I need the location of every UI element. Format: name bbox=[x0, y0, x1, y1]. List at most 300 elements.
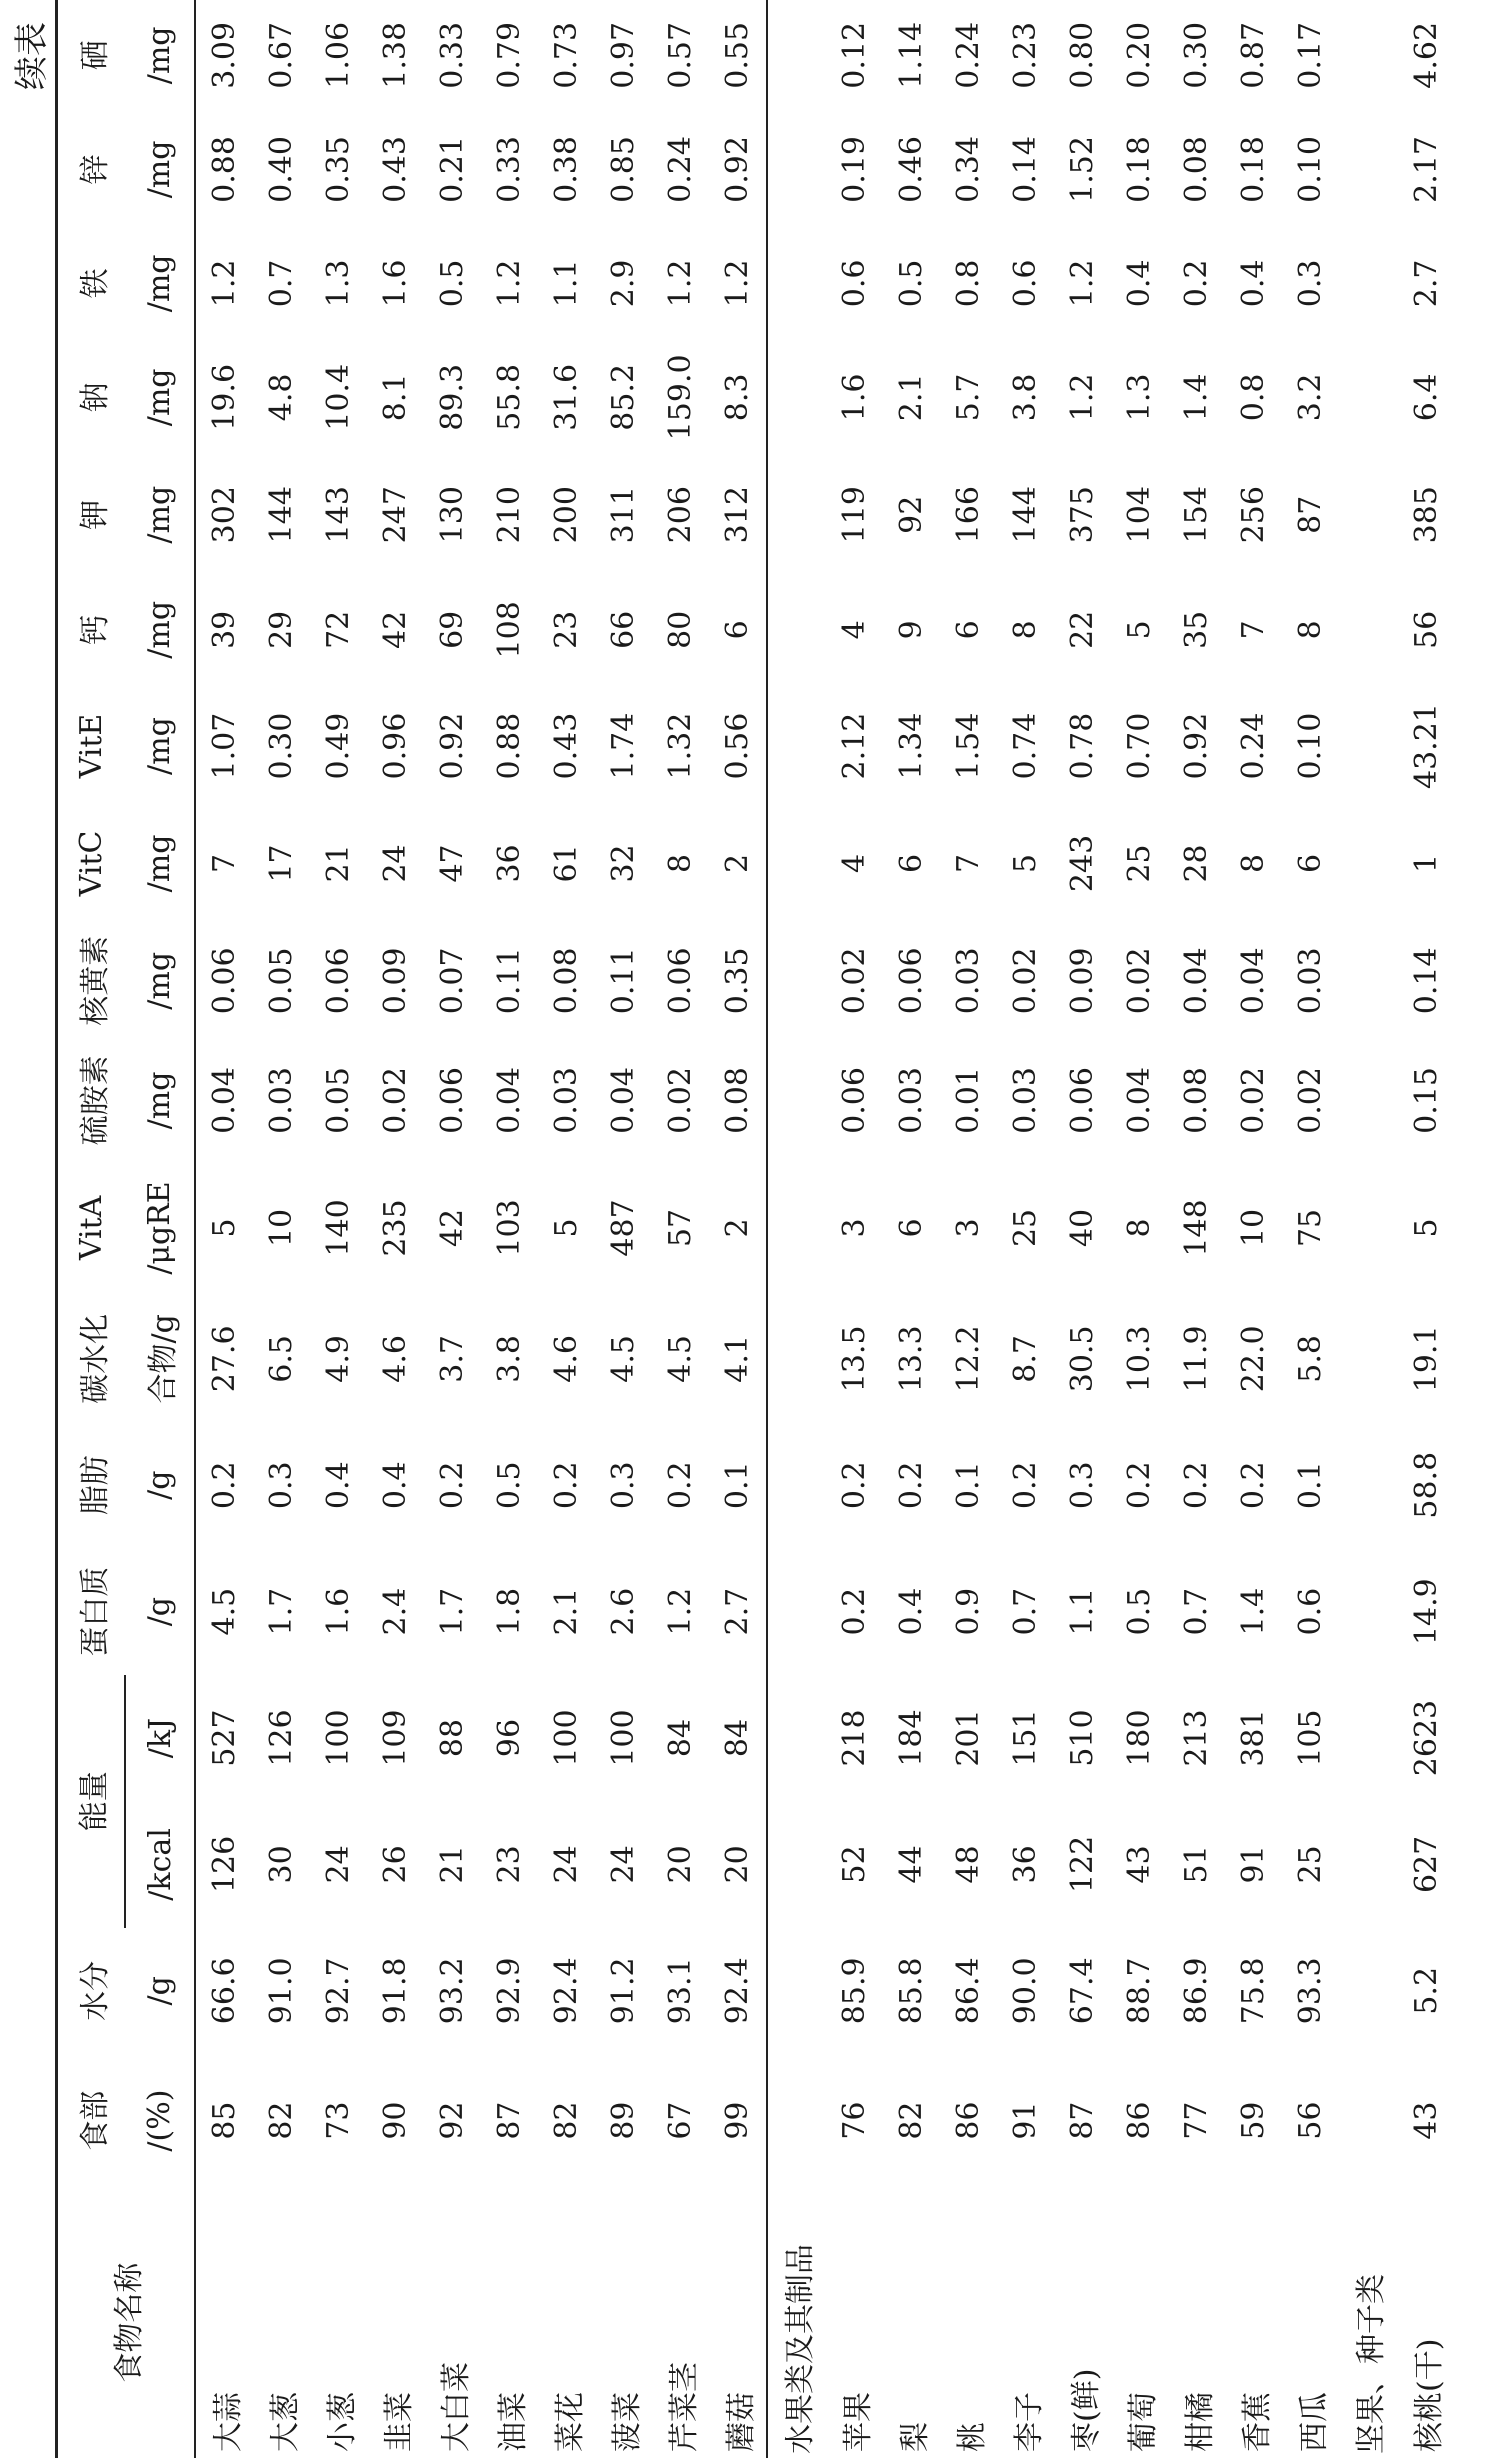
value-cell: 0.4 bbox=[1122, 259, 1157, 308]
value-cell: 86 bbox=[951, 2101, 986, 2140]
value-cell: 0.06 bbox=[435, 1067, 470, 1134]
header-sodium: 钠 bbox=[77, 382, 113, 413]
value-cell: 0.3 bbox=[1065, 1461, 1100, 1510]
value-cell: 0.2 bbox=[894, 1461, 929, 1510]
food-name-cell: 菜花 bbox=[552, 2392, 588, 2452]
value-cell: 1.3 bbox=[1122, 373, 1157, 422]
value-cell: 0.8 bbox=[951, 259, 986, 308]
value-cell: 1.1 bbox=[1065, 1587, 1100, 1636]
value-cell: 43 bbox=[1122, 1845, 1157, 1884]
value-cell: 0.79 bbox=[492, 21, 527, 89]
value-cell: 86 bbox=[1122, 2101, 1157, 2140]
value-cell: 0.6 bbox=[837, 259, 872, 308]
value-cell: 21 bbox=[435, 1845, 470, 1884]
value-cell: 0.92 bbox=[435, 712, 470, 780]
value-cell: 30 bbox=[264, 1845, 299, 1884]
unit-selenium: /mg bbox=[142, 26, 177, 85]
value-cell: 5 bbox=[1122, 620, 1157, 640]
value-cell: 8.1 bbox=[378, 373, 413, 422]
value-cell: 67 bbox=[663, 2101, 698, 2140]
value-cell: 43.21 bbox=[1408, 703, 1444, 790]
value-cell: 92.7 bbox=[321, 1957, 356, 2025]
value-cell: 5.2 bbox=[1408, 1966, 1444, 2015]
group-row bbox=[1339, 0, 1397, 2458]
value-cell: 487 bbox=[606, 1199, 641, 1257]
value-cell: 0.30 bbox=[264, 712, 299, 780]
value-cell: 1.74 bbox=[606, 712, 641, 780]
food-name-cell: 小葱 bbox=[324, 2392, 360, 2452]
value-cell: 0.96 bbox=[378, 712, 413, 780]
value-cell: 4.6 bbox=[549, 1335, 584, 1383]
value-cell: 0.11 bbox=[606, 947, 641, 1015]
value-cell: 1.06 bbox=[321, 21, 356, 89]
value-cell: 87 bbox=[492, 2101, 527, 2140]
value-cell: 0.78 bbox=[1065, 712, 1100, 780]
unit-zinc: /mg bbox=[142, 140, 177, 199]
value-cell: 144 bbox=[1008, 486, 1043, 544]
value-cell: 0.1 bbox=[951, 1461, 986, 1510]
value-cell: 627 bbox=[1408, 1835, 1444, 1894]
value-cell: 1.1 bbox=[549, 259, 584, 308]
value-cell: 0.3 bbox=[264, 1461, 299, 1510]
value-cell: 8 bbox=[1293, 620, 1328, 640]
value-cell: 385 bbox=[1408, 486, 1444, 544]
value-cell: 108 bbox=[492, 601, 527, 659]
value-cell: 91.8 bbox=[378, 1957, 413, 2025]
value-cell: 247 bbox=[378, 486, 413, 544]
value-cell: 0.55 bbox=[720, 21, 755, 89]
value-cell: 57 bbox=[663, 1208, 698, 1248]
value-cell: 48 bbox=[951, 1845, 986, 1884]
value-cell: 56 bbox=[1408, 610, 1444, 649]
value-cell: 3.8 bbox=[1008, 373, 1043, 422]
food-name-cell: 蘑菇 bbox=[723, 2392, 759, 2452]
value-cell: 0.12 bbox=[837, 21, 872, 89]
value-cell: 4.8 bbox=[264, 373, 299, 422]
value-cell: 82 bbox=[894, 2101, 929, 2140]
value-cell: 58.8 bbox=[1408, 1451, 1444, 1519]
value-cell: 1.4 bbox=[1179, 373, 1214, 422]
unit-protein: /g bbox=[142, 1596, 177, 1627]
value-cell: 24 bbox=[378, 844, 413, 883]
value-cell: 85 bbox=[207, 2101, 242, 2140]
value-cell: 2 bbox=[720, 1218, 755, 1238]
table-row bbox=[310, 0, 367, 2458]
value-cell: 1.4 bbox=[1236, 1587, 1271, 1636]
table-row bbox=[1054, 0, 1111, 2458]
food-name-cell: 苹果 bbox=[840, 2392, 876, 2452]
value-cell: 0.7 bbox=[1179, 1587, 1214, 1636]
value-cell: 0.10 bbox=[1293, 712, 1328, 780]
value-cell: 0.7 bbox=[264, 259, 299, 308]
value-cell: 5 bbox=[549, 1218, 584, 1238]
value-cell: 0.34 bbox=[951, 136, 986, 203]
value-cell: 0.03 bbox=[1008, 1067, 1043, 1134]
value-cell: 69 bbox=[435, 610, 470, 649]
table-row bbox=[253, 0, 310, 2458]
value-cell: 0.05 bbox=[321, 1067, 356, 1134]
value-cell: 0.33 bbox=[435, 21, 470, 89]
unit-carb: 合物/g bbox=[145, 1314, 181, 1404]
header-fat: 脂肪 bbox=[77, 1455, 113, 1516]
value-cell: 10 bbox=[264, 1208, 299, 1248]
value-cell: 0.03 bbox=[894, 1067, 929, 1134]
value-cell: 80 bbox=[663, 610, 698, 649]
value-cell: 166 bbox=[951, 486, 986, 544]
value-cell: 8 bbox=[1008, 620, 1043, 640]
value-cell: 0.2 bbox=[1179, 1461, 1214, 1510]
value-cell: 0.43 bbox=[549, 712, 584, 780]
header-iron: 铁 bbox=[77, 268, 113, 299]
value-cell: 91.2 bbox=[606, 1957, 641, 2025]
value-cell: 2.6 bbox=[606, 1587, 641, 1636]
value-cell: 12.2 bbox=[951, 1325, 986, 1393]
header-food-name: 食物名称 bbox=[112, 2262, 147, 2383]
value-cell: 2.7 bbox=[720, 1587, 755, 1636]
value-cell: 0.06 bbox=[207, 947, 242, 1015]
value-cell: 0.04 bbox=[606, 1067, 641, 1134]
value-cell: 143 bbox=[321, 486, 356, 544]
value-cell: 4.9 bbox=[321, 1335, 356, 1383]
value-cell: 28 bbox=[1179, 844, 1214, 883]
value-cell: 0.97 bbox=[606, 21, 641, 89]
value-cell: 6.4 bbox=[1408, 373, 1444, 422]
unit-fat: /g bbox=[142, 1470, 177, 1500]
value-cell: 92.4 bbox=[549, 1957, 584, 2025]
food-name-cell: 梨 bbox=[897, 2422, 933, 2452]
value-cell: 51 bbox=[1179, 1845, 1214, 1884]
value-cell: 0.49 bbox=[321, 712, 356, 780]
value-cell: 3 bbox=[837, 1218, 872, 1238]
food-name-cell: 柑橘 bbox=[1182, 2392, 1218, 2452]
value-cell: 24 bbox=[549, 1845, 584, 1884]
value-cell: 1.34 bbox=[894, 712, 929, 780]
value-cell: 72 bbox=[321, 610, 356, 649]
value-cell: 122 bbox=[1065, 1835, 1100, 1894]
value-cell: 0.2 bbox=[435, 1461, 470, 1510]
value-cell: 3.09 bbox=[207, 21, 242, 89]
value-cell: 66.6 bbox=[207, 1957, 242, 2025]
header-vite: VitE bbox=[74, 713, 109, 779]
value-cell: 91 bbox=[1008, 2101, 1043, 2140]
value-cell: 11.9 bbox=[1179, 1325, 1214, 1393]
value-cell: 0.02 bbox=[378, 1067, 413, 1134]
food-name-cell: 香蕉 bbox=[1239, 2392, 1275, 2452]
header-riboflavin: 核黄素 bbox=[77, 935, 113, 1026]
value-cell: 42 bbox=[378, 610, 413, 649]
value-cell: 0.40 bbox=[264, 136, 299, 203]
header-edible: 食部 bbox=[77, 2090, 113, 2151]
value-cell: 0.5 bbox=[435, 259, 470, 308]
value-cell: 32 bbox=[606, 844, 641, 883]
value-cell: 59 bbox=[1236, 2101, 1271, 2140]
value-cell: 0.46 bbox=[894, 136, 929, 203]
value-cell: 30.5 bbox=[1065, 1325, 1100, 1393]
value-cell: 36 bbox=[1008, 1845, 1043, 1884]
value-cell: 3.7 bbox=[435, 1335, 470, 1383]
value-cell: 154 bbox=[1179, 486, 1214, 544]
value-cell: 66 bbox=[606, 610, 641, 649]
value-cell: 0.23 bbox=[1008, 21, 1043, 89]
value-cell: 4.6 bbox=[378, 1335, 413, 1383]
value-cell: 2.4 bbox=[378, 1587, 413, 1636]
value-cell: 0.2 bbox=[549, 1461, 584, 1510]
value-cell: 25 bbox=[1008, 1208, 1043, 1248]
value-cell: 91.0 bbox=[264, 1957, 299, 2025]
value-cell: 3.2 bbox=[1293, 373, 1328, 422]
value-cell: 89.3 bbox=[435, 363, 470, 431]
table-row bbox=[538, 0, 595, 2458]
table-row bbox=[997, 0, 1054, 2458]
value-cell: 90 bbox=[378, 2101, 413, 2140]
header-carb: 碳水化 bbox=[77, 1313, 113, 1404]
value-cell: 140 bbox=[321, 1199, 356, 1257]
value-cell: 92.9 bbox=[492, 1957, 527, 2025]
value-cell: 0.6 bbox=[1008, 259, 1043, 308]
value-cell: 0.09 bbox=[1065, 947, 1100, 1015]
unit-calcium: /mg bbox=[142, 600, 177, 659]
value-cell: 0.17 bbox=[1293, 21, 1328, 89]
value-cell: 88.7 bbox=[1122, 1957, 1157, 2025]
food-name-cell: 大蒜 bbox=[210, 2392, 246, 2452]
table-row bbox=[1225, 0, 1282, 2458]
value-cell: 0.20 bbox=[1122, 21, 1157, 89]
table-row bbox=[424, 0, 481, 2458]
value-cell: 0.5 bbox=[492, 1461, 527, 1510]
value-cell: 0.35 bbox=[321, 136, 356, 203]
value-cell: 210 bbox=[492, 486, 527, 544]
value-cell: 90.0 bbox=[1008, 1957, 1043, 2025]
value-cell: 6 bbox=[951, 620, 986, 640]
value-cell: 148 bbox=[1179, 1199, 1214, 1257]
value-cell: 100 bbox=[321, 1709, 356, 1767]
value-cell: 0.06 bbox=[837, 1067, 872, 1134]
value-cell: 67.4 bbox=[1065, 1957, 1100, 2025]
value-cell: 0.03 bbox=[951, 947, 986, 1015]
value-cell: 0.35 bbox=[720, 947, 755, 1015]
value-cell: 20 bbox=[663, 1845, 698, 1884]
group-label: 坚果、种子类 bbox=[1354, 2274, 1389, 2454]
unit-thiamine: /mg bbox=[142, 1071, 177, 1130]
value-cell: 159.0 bbox=[663, 354, 698, 441]
value-cell: 19.1 bbox=[1408, 1325, 1444, 1393]
value-cell: 0.70 bbox=[1122, 712, 1157, 780]
value-cell: 6 bbox=[894, 1218, 929, 1238]
value-cell: 0.06 bbox=[1065, 1067, 1100, 1134]
group-row bbox=[767, 0, 826, 2458]
value-cell: 2623 bbox=[1408, 1699, 1444, 1777]
food-name-cell: 葡萄 bbox=[1125, 2392, 1161, 2452]
unit-vite: /mg bbox=[142, 717, 177, 775]
value-cell: 85.8 bbox=[894, 1957, 929, 2025]
value-cell: 0.87 bbox=[1236, 21, 1271, 89]
nutrition-table bbox=[55, 0, 1455, 2458]
value-cell: 86.4 bbox=[951, 1957, 986, 2025]
value-cell: 85.2 bbox=[606, 363, 641, 431]
value-cell: 119 bbox=[837, 486, 872, 544]
value-cell: 527 bbox=[207, 1709, 242, 1767]
value-cell: 9 bbox=[894, 620, 929, 640]
value-cell: 1.2 bbox=[663, 1587, 698, 1636]
table-header bbox=[57, 0, 196, 2458]
value-cell: 91 bbox=[1236, 1845, 1271, 1884]
value-cell: 8.3 bbox=[720, 373, 755, 422]
value-cell: 0.4 bbox=[1236, 259, 1271, 308]
value-cell: 10.4 bbox=[321, 363, 356, 431]
value-cell: 0.24 bbox=[663, 136, 698, 203]
value-cell: 82 bbox=[264, 2101, 299, 2140]
value-cell: 0.2 bbox=[663, 1461, 698, 1510]
unit-kcal: /kcal bbox=[142, 1828, 178, 1901]
value-cell: 2 bbox=[720, 853, 755, 873]
value-cell: 0.03 bbox=[264, 1067, 299, 1134]
value-cell: 0.1 bbox=[1293, 1461, 1328, 1510]
value-cell: 26 bbox=[378, 1845, 413, 1884]
value-cell: 1.3 bbox=[321, 259, 356, 308]
value-cell: 4.5 bbox=[606, 1335, 641, 1383]
value-cell: 13.5 bbox=[837, 1325, 872, 1393]
value-cell: 92 bbox=[435, 2101, 470, 2140]
value-cell: 4 bbox=[837, 853, 872, 873]
value-cell: 109 bbox=[378, 1709, 413, 1767]
value-cell: 0.08 bbox=[720, 1067, 755, 1134]
value-cell: 1.2 bbox=[1065, 259, 1100, 308]
value-cell: 0.04 bbox=[207, 1067, 242, 1134]
value-cell: 0.09 bbox=[378, 947, 413, 1015]
value-cell: 0.1 bbox=[720, 1461, 755, 1510]
value-cell: 105 bbox=[1293, 1709, 1328, 1767]
value-cell: 20 bbox=[720, 1845, 755, 1884]
food-name-cell: 油菜 bbox=[495, 2392, 531, 2452]
value-cell: 6.5 bbox=[264, 1335, 299, 1383]
value-cell: 84 bbox=[663, 1718, 698, 1758]
value-cell: 184 bbox=[894, 1709, 929, 1767]
value-cell: 243 bbox=[1065, 834, 1100, 893]
value-cell: 44 bbox=[894, 1845, 929, 1884]
value-cell: 0.85 bbox=[606, 136, 641, 203]
value-cell: 0.3 bbox=[606, 1461, 641, 1510]
value-cell: 0.07 bbox=[435, 947, 470, 1015]
value-cell: 0.4 bbox=[321, 1461, 356, 1510]
value-cell: 0.67 bbox=[264, 21, 299, 89]
value-cell: 99 bbox=[720, 2101, 755, 2140]
value-cell: 100 bbox=[549, 1709, 584, 1767]
food-name-cell: 大白菜 bbox=[438, 2362, 474, 2452]
value-cell: 0.2 bbox=[1008, 1461, 1043, 1510]
value-cell: 8 bbox=[1236, 853, 1271, 873]
value-cell: 130 bbox=[435, 486, 470, 544]
value-cell: 1.6 bbox=[837, 373, 872, 422]
value-cell: 0.14 bbox=[1408, 947, 1444, 1015]
value-cell: 1.6 bbox=[321, 1587, 356, 1636]
value-cell: 0.02 bbox=[837, 947, 872, 1015]
value-cell: 200 bbox=[549, 486, 584, 544]
value-cell: 0.80 bbox=[1065, 21, 1100, 89]
unit-kj: /kJ bbox=[142, 1717, 178, 1759]
table-row bbox=[1111, 0, 1168, 2458]
value-cell: 7 bbox=[207, 853, 242, 873]
table-body bbox=[195, 0, 1455, 2458]
value-cell: 93.2 bbox=[435, 1957, 470, 2025]
value-cell: 5 bbox=[1008, 853, 1043, 873]
value-cell: 2.9 bbox=[606, 259, 641, 308]
unit-potassium: /mg bbox=[142, 485, 177, 544]
food-name-cell: 西瓜 bbox=[1296, 2392, 1332, 2452]
value-cell: 0.4 bbox=[894, 1587, 929, 1636]
value-cell: 0.3 bbox=[1293, 259, 1328, 308]
header-selenium: 硒 bbox=[77, 40, 113, 71]
value-cell: 0.43 bbox=[378, 136, 413, 203]
value-cell: 312 bbox=[720, 486, 755, 544]
food-name-cell: 枣(鲜) bbox=[1068, 2368, 1104, 2452]
value-cell: 87 bbox=[1065, 2101, 1100, 2140]
value-cell: 40 bbox=[1065, 1208, 1100, 1248]
value-cell: 89 bbox=[606, 2101, 641, 2140]
table-row bbox=[1397, 0, 1455, 2458]
value-cell: 100 bbox=[606, 1709, 641, 1767]
value-cell: 2.12 bbox=[837, 712, 872, 780]
value-cell: 76 bbox=[837, 2101, 872, 2140]
value-cell: 31.6 bbox=[549, 363, 584, 431]
table-row bbox=[481, 0, 538, 2458]
food-name-cell: 大葱 bbox=[267, 2392, 303, 2452]
value-cell: 4 bbox=[837, 620, 872, 640]
header-protein: 蛋白质 bbox=[77, 1566, 113, 1657]
header-zinc: 锌 bbox=[77, 154, 113, 185]
value-cell: 0.5 bbox=[894, 259, 929, 308]
value-cell: 0.02 bbox=[1122, 947, 1157, 1015]
value-cell: 23 bbox=[492, 1845, 527, 1884]
value-cell: 1.8 bbox=[492, 1587, 527, 1636]
value-cell: 24 bbox=[606, 1845, 641, 1884]
value-cell: 47 bbox=[435, 844, 470, 883]
value-cell: 1 bbox=[1408, 853, 1444, 873]
value-cell: 35 bbox=[1179, 610, 1214, 649]
header-calcium: 钙 bbox=[77, 614, 113, 645]
value-cell: 5 bbox=[207, 1218, 242, 1238]
value-cell: 0.7 bbox=[1008, 1587, 1043, 1636]
value-cell: 0.04 bbox=[492, 1067, 527, 1134]
value-cell: 17 bbox=[264, 844, 299, 883]
value-cell: 5.7 bbox=[951, 373, 986, 422]
value-cell: 103 bbox=[492, 1199, 527, 1257]
value-cell: 0.2 bbox=[1122, 1461, 1157, 1510]
table-row bbox=[1282, 0, 1339, 2458]
value-cell: 96 bbox=[492, 1718, 527, 1758]
value-cell: 0.2 bbox=[837, 1461, 872, 1510]
value-cell: 1.2 bbox=[492, 259, 527, 308]
group-label: 水果类及其制品 bbox=[767, 0, 826, 2458]
value-cell: 5.8 bbox=[1293, 1335, 1328, 1383]
value-cell: 0.6 bbox=[1293, 1587, 1328, 1636]
value-cell: 84 bbox=[720, 1718, 755, 1758]
header-vita: VitA bbox=[74, 1195, 109, 1261]
value-cell: 0.11 bbox=[492, 947, 527, 1015]
value-cell: 36 bbox=[492, 844, 527, 883]
value-cell: 0.73 bbox=[549, 21, 584, 89]
value-cell: 10 bbox=[1236, 1208, 1271, 1248]
value-cell: 3.8 bbox=[492, 1335, 527, 1383]
value-cell: 85.9 bbox=[837, 1957, 872, 2025]
value-cell: 126 bbox=[207, 1835, 242, 1894]
unit-vitc: /mg bbox=[142, 834, 177, 893]
food-name-cell: 核桃(干) bbox=[1412, 2338, 1447, 2452]
value-cell: 302 bbox=[207, 486, 242, 544]
food-name-cell: 桃 bbox=[954, 2422, 990, 2452]
value-cell: 0.03 bbox=[1293, 947, 1328, 1015]
value-cell: 218 bbox=[837, 1709, 872, 1767]
value-cell: 13.3 bbox=[894, 1325, 929, 1393]
